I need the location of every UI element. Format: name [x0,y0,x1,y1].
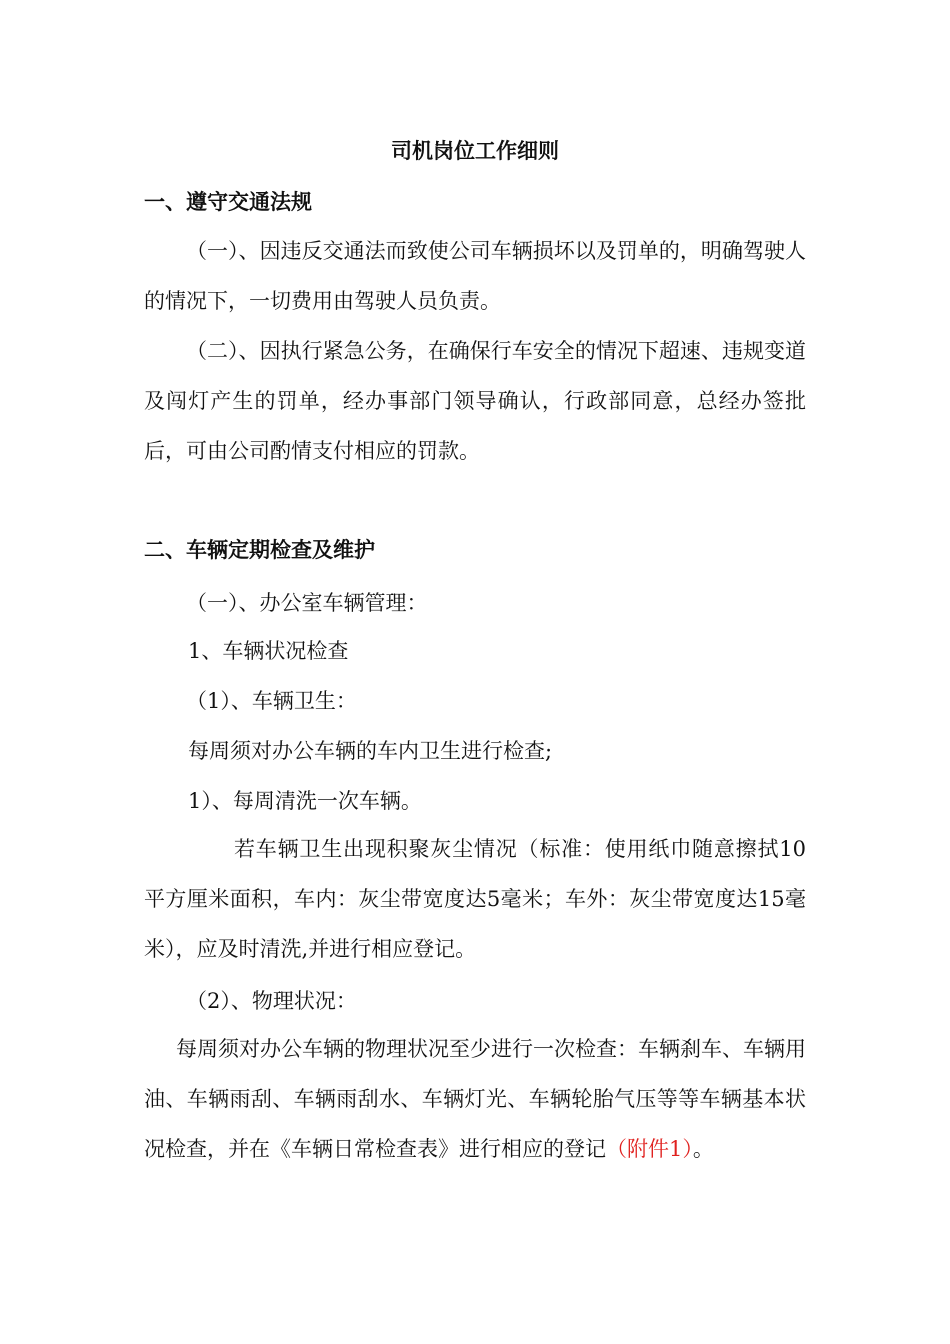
paragraph-physical-check [144,1024,806,1174]
paragraph-urgent-business: （二）、因执行紧急公务，在确保行车安全的情况下超速、违规变道及闯灯产生的罚单，经办事部门领导确认，行政部同意，总经办签批后，可由公司酌情支付相应的罚款。 [144,339,806,463]
section-heading-traffic-rules: 一、遵守交通法规 [144,190,312,214]
physical-check-end: 。 [692,1137,714,1161]
attachment-reference: （附件1） [606,1137,693,1161]
physical-check-text: 每周须对办公车辆的物理状况至少进行一次检查：车辆刹车、车辆用油、车辆雨刮、车辆雨刮水、车辆灯光、车辆轮胎气压等等车辆基本状况检查，并在《车辆日常检查表》进行相应的登记 [144,1037,806,1161]
text-weekly-wash: 1）、每周清洗一次车辆。 [188,789,422,813]
subheading-vehicle-hygiene: （1）、车辆卫生： [186,689,357,713]
subheading-office-vehicle-management: （一）、办公室车辆管理： [186,591,428,615]
subheading-vehicle-condition-check: 1、车辆状况检查 [188,639,349,663]
subheading-physical-condition: （2）、物理状况： [186,989,357,1013]
paragraph-dust-standard: 若车辆卫生出现积聚灰尘情况（标准：使用纸巾随意擦拭10平方厘米面积，车内：灰尘带宽度达5毫米；车外：灰尘带宽度达15毫米），应及时清洗,并进行相应登记。 [144,837,806,961]
paragraph-traffic-violation: （一）、因违反交通法而致使公司车辆损坏以及罚单的，明确驾驶人的情况下，一切费用由驾驶人员负责。 [144,239,806,313]
section-heading-vehicle-inspection: 二、车辆定期检查及维护 [144,538,375,562]
document-title: 司机岗位工作细则 [391,139,559,163]
text-weekly-hygiene-check: 每周须对办公车辆的车内卫生进行检查; [188,739,553,763]
